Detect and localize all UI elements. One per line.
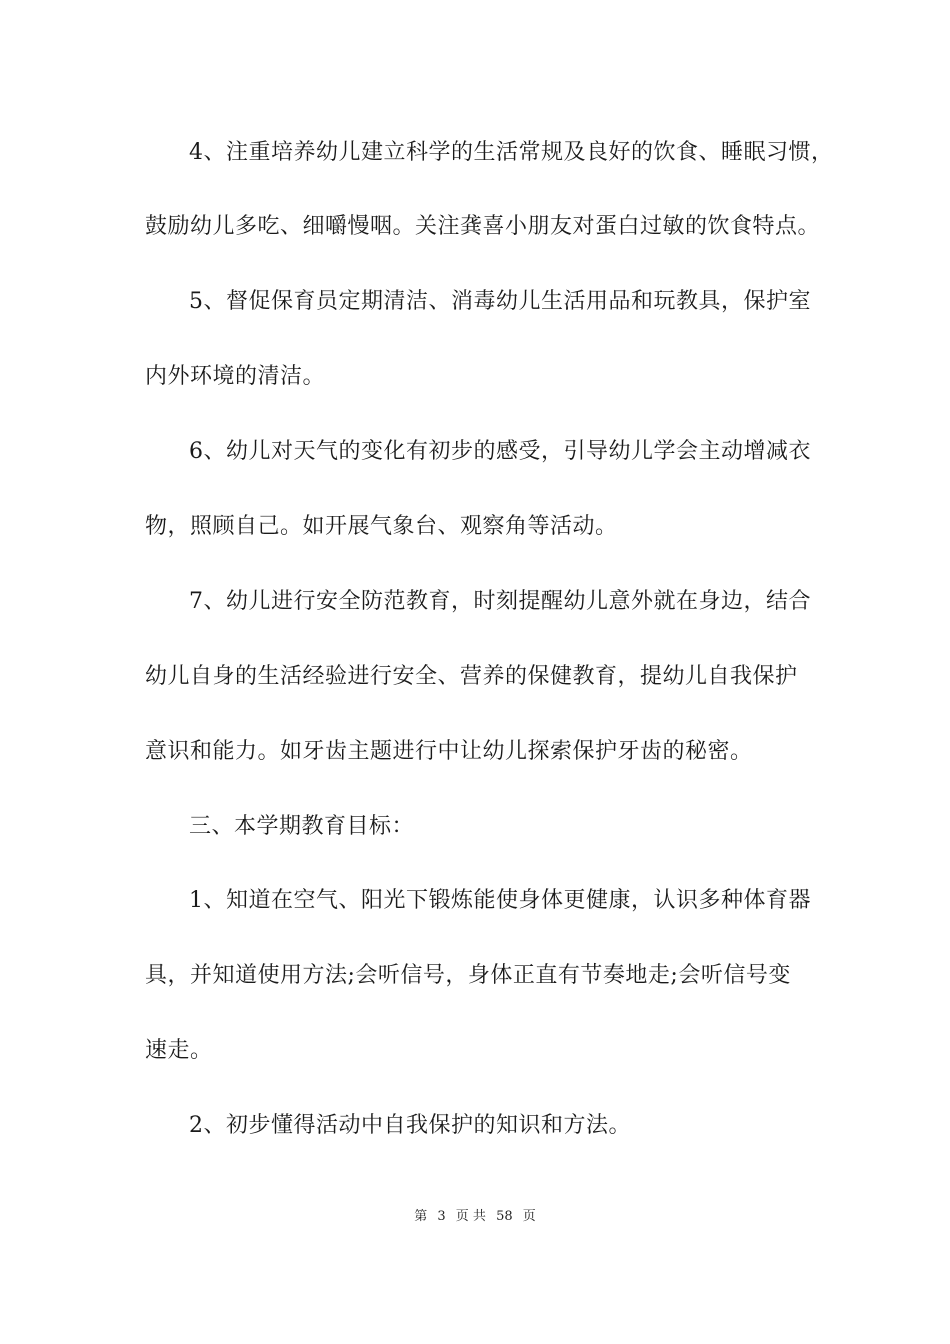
paragraph-4-line-2: 鼓励幼儿多吃、细嚼慢咽。关注龚喜小朋友对蛋白过敏的饮食特点。: [145, 214, 821, 239]
goal-1-line-2: 具，并知道使用方法;会听信号，身体正直有节奏地走;会听信号变: [145, 963, 791, 988]
footer-total-pages: 58: [496, 1209, 513, 1224]
paragraph-5-line-1: 5、督促保育员定期清洁、消毒幼儿生活用品和玩教具，保护室: [189, 289, 811, 314]
footer-middle: 页 共: [455, 1209, 486, 1224]
footer-current-page: 3: [437, 1209, 446, 1224]
paragraph-7-line-1: 7、幼儿进行安全防范教育，时刻提醒幼儿意外就在身边，结合: [189, 589, 811, 614]
footer-suffix: 页: [522, 1209, 536, 1224]
paragraph-7-line-3: 意识和能力。如牙齿主题进行中让幼儿探索保护牙齿的秘密。: [145, 739, 753, 764]
paragraph-6-line-1: 6、幼儿对天气的变化有初步的感受，引导幼儿学会主动增减衣: [189, 439, 811, 464]
paragraph-7-line-2: 幼儿自身的生活经验进行安全、营养的保健教育，提幼儿自我保护: [145, 664, 798, 689]
paragraph-5-line-2: 内外环境的清洁。: [145, 364, 326, 389]
page-footer: [0, 1208, 950, 1226]
goal-1-line-1: 1、知道在空气、阳光下锻炼能使身体更健康，认识多种体育器: [189, 888, 811, 913]
goal-1-line-3: 速走。: [145, 1038, 213, 1063]
footer-prefix: 第: [414, 1209, 428, 1224]
paragraph-6-line-2: 物，照顾自己。如开展气象台、观察角等活动。: [145, 514, 618, 539]
goal-2-line-1: 2、初步懂得活动中自我保护的知识和方法。: [189, 1113, 631, 1138]
paragraph-4-line-1: 4、注重培养幼儿建立科学的生活常规及良好的饮食、睡眠习惯，: [189, 140, 834, 165]
section-heading-3: 三、本学期教育目标：: [189, 814, 415, 839]
